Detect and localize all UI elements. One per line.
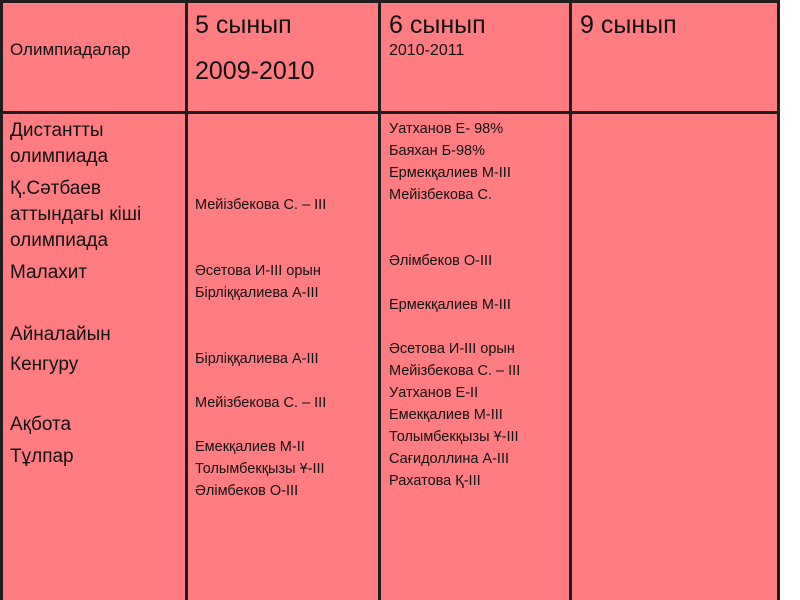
result-entry: Әсетова И-III орын [389, 341, 515, 357]
result-entry: Ермекқалиев М-III [389, 165, 511, 181]
result-entry: Баяхан Б-98% [389, 143, 485, 159]
olympiad-name: Кенгуру [10, 354, 79, 375]
olympiad-name: олимпиада [10, 230, 109, 251]
result-entry: Мейізбекова С. – III [389, 363, 521, 379]
grade-label: 9 сынып [580, 11, 677, 39]
column-divider [378, 0, 381, 600]
result-entry: Әлімбеков О-III [389, 253, 493, 269]
olympiad-name: Тұлпар [10, 446, 74, 467]
olympiad-name: Қ.Сәтбаев [10, 178, 102, 199]
olympiad-name: Айналайын [10, 324, 111, 345]
header-grade-5 [195, 6, 315, 90]
olympiad-list [10, 0, 182, 600]
result-entry: Әлімбеков О-III [195, 483, 299, 499]
year-label: 2010-2011 [389, 42, 465, 59]
result-entry: Бірліққалиева А-III [195, 351, 319, 367]
olympiad-name: аттындағы кіші [10, 204, 142, 225]
grade-label: 5 сынып [195, 11, 292, 39]
result-entry: Ермекқалиев М-III [389, 297, 511, 313]
result-entry: Емекқалиев М-III [389, 407, 503, 423]
year-label: 2009-2010 [195, 57, 315, 85]
grade-9-results [580, 118, 770, 588]
result-entry: Мейізбекова С. – III [195, 395, 327, 411]
grade-5-results [195, 194, 326, 502]
result-entry: Рахатова Қ-III [389, 473, 481, 489]
header-grade-9 [580, 6, 677, 44]
result-entry: Мейізбекова С. [389, 187, 493, 203]
grade-6-results [389, 118, 520, 492]
table-border-right [777, 0, 780, 600]
olympiad-name: олимпиада [10, 146, 109, 167]
result-entry: Уатханов Е-II [389, 385, 479, 401]
column-divider [569, 0, 572, 600]
table-border-left [0, 0, 3, 600]
grade-label: 6 сынып [389, 11, 486, 39]
result-entry: Әсетова И-III орын [195, 263, 321, 279]
column-divider [185, 0, 188, 600]
olympiad-name: Дистантты [10, 120, 104, 141]
result-entry: Сағидоллина А-III [389, 451, 510, 467]
result-entry: Емекқалиев М-II [195, 439, 305, 455]
olympiad-name: Ақбота [10, 414, 72, 435]
header-olympiads: Олимпиадалар [10, 40, 131, 59]
olympiad-name: Малахит [10, 262, 88, 283]
result-entry: Бірліққалиева А-III [195, 285, 319, 301]
result-entry: Мейізбекова С. – III [195, 197, 327, 213]
result-entry: Толымбекқызы Ұ-III [195, 461, 325, 477]
header-grade-6 [389, 6, 486, 60]
result-entry: Уатханов Е- 98% [389, 121, 504, 137]
result-entry: Толымбекқызы Ұ-III [389, 429, 519, 445]
